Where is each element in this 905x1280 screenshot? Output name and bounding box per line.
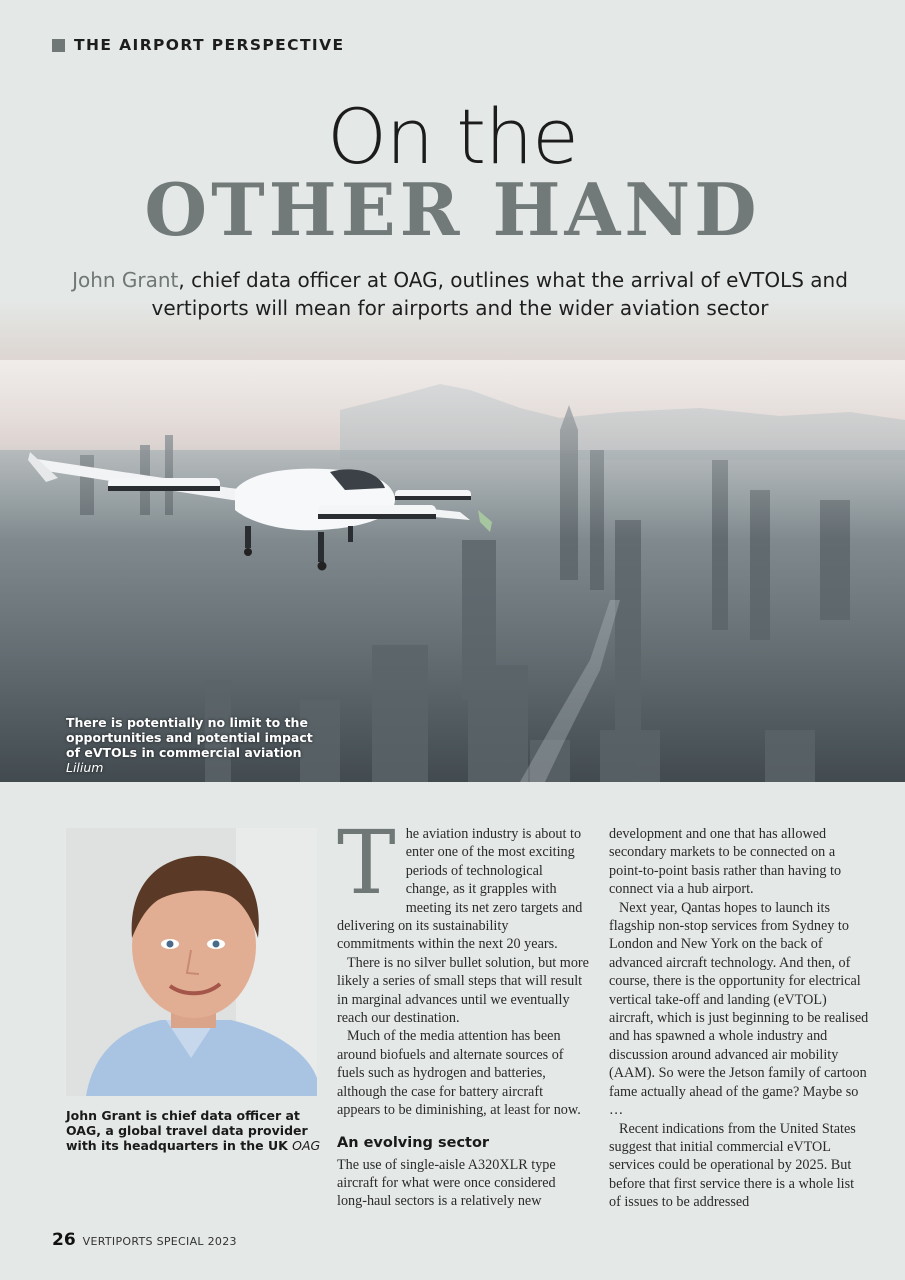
section-label: THE AIRPORT PERSPECTIVE	[74, 36, 345, 54]
page-footer	[52, 1230, 237, 1250]
portrait-caption-text: John Grant is chief data officer at OAG, a global travel data provider with its headquarters in the UK	[66, 1108, 308, 1153]
hero-image	[0, 300, 905, 782]
section-tag	[52, 36, 344, 54]
article-paragraph: Much of the media attention has been around biofuels and alternate sources of fuels such as hydrogen and batteries, although the case for battery aircraft appears to be diminishing, at least for now.	[337, 1028, 581, 1119]
article-subhead: An evolving sector	[337, 1134, 490, 1151]
standfirst-text: , chief data officer at OAG, outlines what the arrival of eVTOLS and vertiports will mean for airports and the wider aviation sector	[151, 268, 848, 320]
page-number: 26	[52, 1230, 76, 1250]
standfirst	[40, 266, 880, 322]
article-paragraph: The use of single-aisle A320XLR type aircraft for what were once considered long-haul sectors is a relatively new	[337, 1156, 556, 1210]
portrait-credit: OAG	[292, 1138, 321, 1153]
hero-caption-text: There is potentially no limit to the opportunities and potential impact of eVTOLs in commercial aviation	[66, 715, 313, 760]
article-paragraph: Next year, Qantas hopes to launch its flagship non-stop services from Sydney to London and New York on the back of advanced aircraft technology. And then, of course, there is the opportunity for electrical vertical take-off and landing (eVTOL) aircraft, which is just beginning to be realised and has spawned a whole industry and discussion around advanced air mobility (AAM). So were the Jetson family of cartoon fame actually ahead of the game? Maybe so …	[609, 899, 869, 1119]
article-paragraph: development and one that has allowed secondary markets to be connected on a point-to-point basis rather than having to connect via a hub airport.	[609, 826, 842, 898]
publication-name: VERTIPORTS SPECIAL 2023	[82, 1235, 237, 1248]
portrait-photo	[66, 828, 317, 1096]
headline-line2: OTHER HAND	[144, 167, 761, 252]
hero-caption	[66, 715, 326, 775]
portrait-caption	[66, 1108, 326, 1153]
drop-cap: T	[337, 811, 396, 914]
article-paragraph: There is no silver bullet solution, but more likely a series of small steps that will result in marginal advances until we eventually reach our destination.	[337, 954, 589, 1027]
standfirst-author: John Grant	[72, 268, 179, 292]
article-paragraph: he aviation industry is about to enter one of the most exciting periods of technological change, as it grapples with meeting its net zero targets and delivering on its sustainability commitments within the next 20 years.	[337, 826, 583, 953]
article-column-1	[337, 811, 589, 1211]
section-square-icon	[52, 39, 65, 52]
article-paragraph: Recent indications from the United States suggest that initial commercial eVTOL services could be operational by 2025. But before that first service there is a whole list of issues to be addressed	[609, 1120, 856, 1211]
hero-credit: Lilium	[66, 760, 104, 775]
headline-line1: On the	[327, 92, 578, 181]
article-column-2	[609, 825, 869, 1212]
